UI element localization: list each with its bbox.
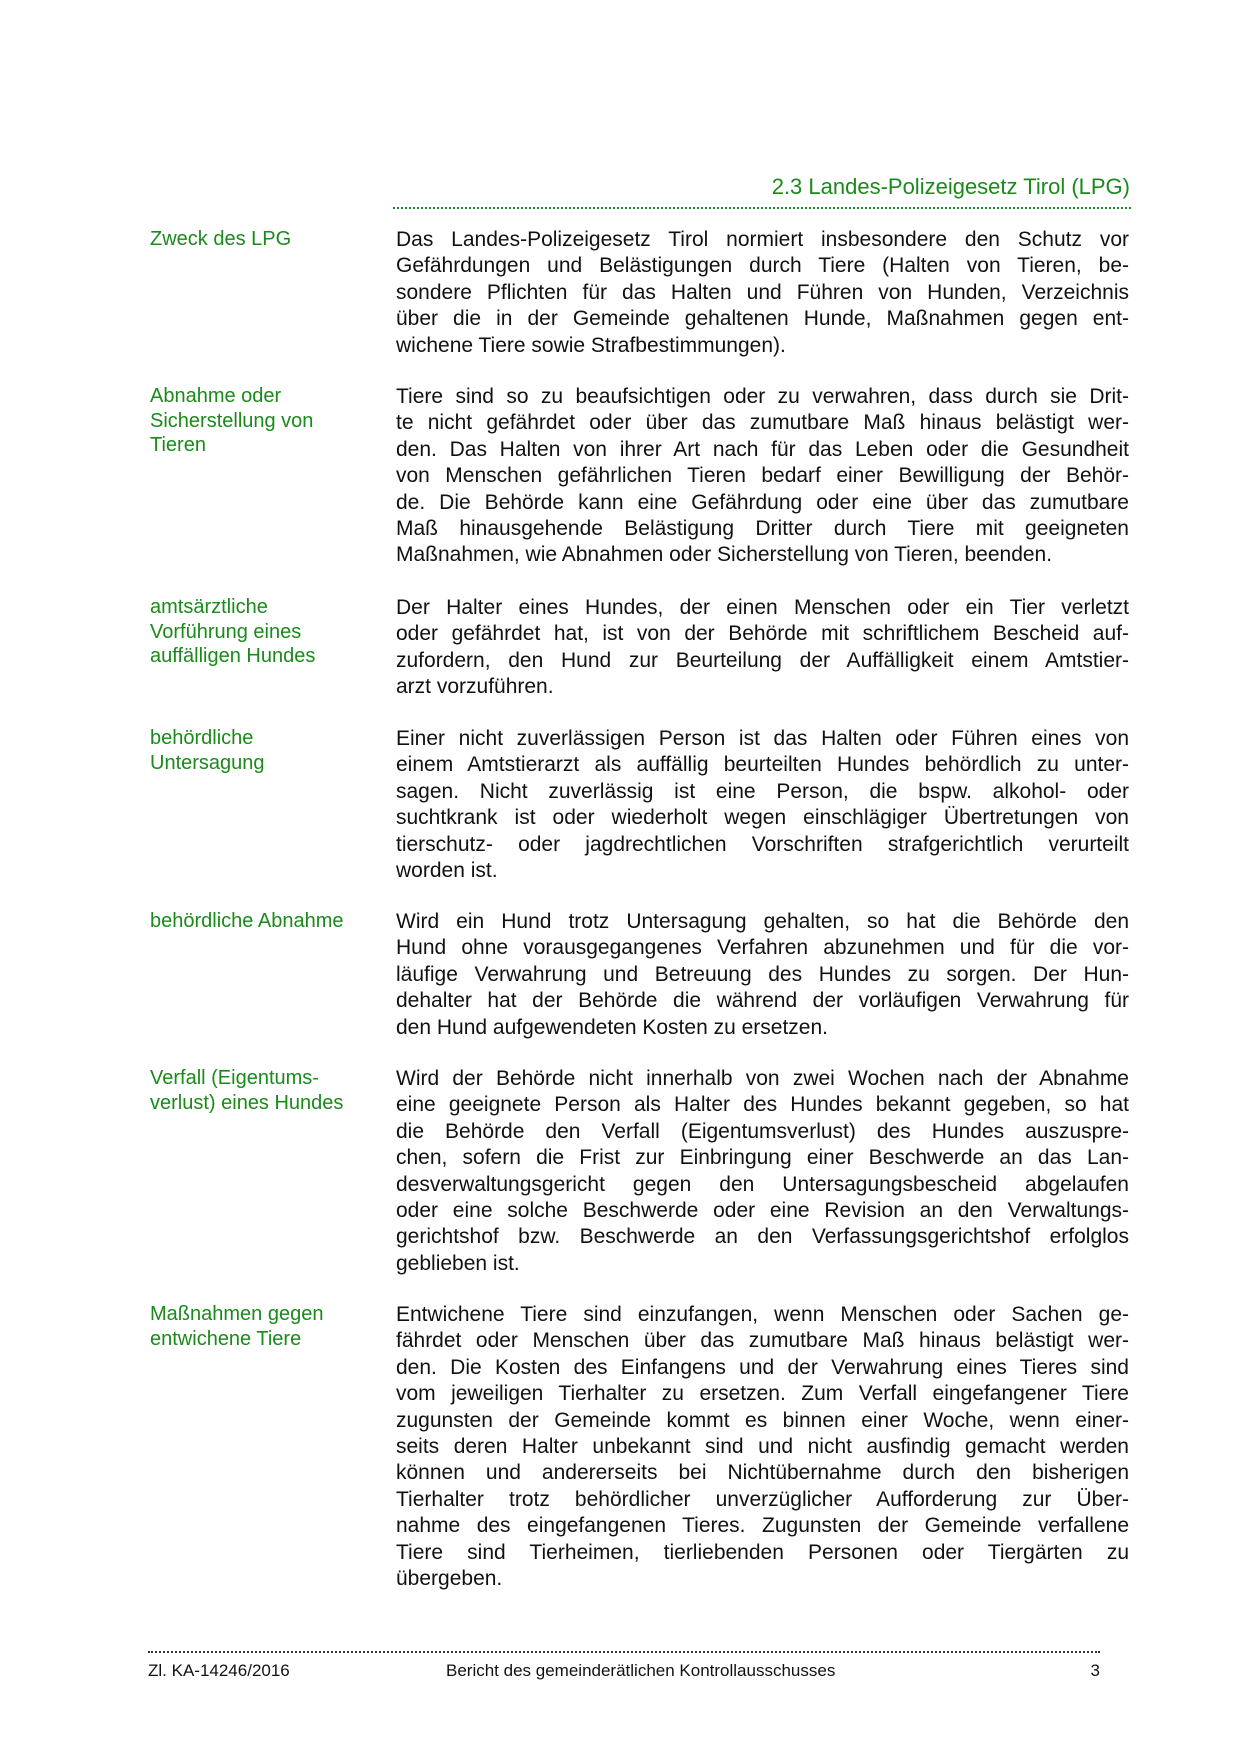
- paragraph: [396, 1066, 1129, 1277]
- paragraph-line: Tierhalter trotz behördlicher unverzüglicher Aufforderung zur Über-: [396, 1487, 1129, 1511]
- paragraph-line: suchtkrank ist oder wiederholt wegen einschlägiger Übertretungen von: [396, 806, 1129, 830]
- header-dotted-rule: [393, 207, 1131, 209]
- paragraph: [396, 1302, 1129, 1592]
- paragraph-line: zugunsten der Gemeinde kommt es binnen einer Woche, wenn einer-: [396, 1408, 1129, 1432]
- paragraph-line: zufordern, den Hund zur Beurteilung der Auffälligkeit einem Amtstier-: [396, 648, 1129, 672]
- paragraph-line: über die in der Gemeinde gehaltenen Hunde, Maßnahmen gegen ent-: [396, 307, 1129, 331]
- section-title: 2.3 Landes-Polizeigesetz Tirol (LPG): [771, 174, 1130, 199]
- paragraph-line: die Behörde den Verfall (Eigentumsverlust) des Hundes auszuspre-: [396, 1119, 1129, 1143]
- paragraph-line: Wird der Behörde nicht innerhalb von zwei Wochen nach der Abnahme: [396, 1067, 1129, 1090]
- footer-reference: Zl. KA-14246/2016: [148, 1661, 290, 1680]
- paragraph-line: wichene Tiere sowie Strafbestimmungen).: [396, 333, 786, 357]
- margin-label-line: Untersagung: [150, 751, 265, 774]
- paragraph-line: arzt vorzuführen.: [396, 675, 554, 699]
- margin-label-line: Vorführung eines: [150, 620, 302, 643]
- margin-label: [150, 1302, 370, 1351]
- paragraph-line: Tiere sind Tierheimen, tierliebenden Personen oder Tiergärten zu: [396, 1540, 1129, 1564]
- paragraph-line: Maßnahmen, wie Abnahmen oder Sicherstellung von Tieren, beenden.: [396, 543, 1053, 567]
- paragraph-line: Hund ohne vorausgegangenes Verfahren abzunehmen und für die vor-: [396, 936, 1129, 960]
- paragraph-line: de. Die Behörde kann eine Gefährdung oder eine über das zumutbare: [396, 490, 1129, 514]
- margin-label-line: auffälligen Hundes: [150, 645, 316, 667]
- paragraph-line: oder gefährdet hat, ist von der Behörde mit schriftlichem Bescheid auf-: [396, 622, 1129, 646]
- paragraph-line: Entwichene Tiere sind einzufangen, wenn Menschen oder Sachen ge-: [396, 1303, 1129, 1326]
- paragraph-line: den Hund aufgewendeten Kosten zu ersetzen.: [396, 1015, 828, 1039]
- paragraph: [396, 227, 1129, 359]
- paragraph-line: seits deren Halter unbekannt sind und nicht ausfindig gemacht werden: [396, 1434, 1129, 1458]
- paragraph-line: können und andererseits bei Nichtübernahme durch den bisherigen: [396, 1461, 1129, 1485]
- paragraph-line: chen, sofern die Frist zur Einbringung einer Beschwerde an das Lan-: [396, 1146, 1129, 1170]
- margin-label: [150, 384, 370, 458]
- paragraph-line: läufige Verwahrung und Betreuung des Hundes zu sorgen. Der Hun-: [396, 962, 1129, 986]
- paragraph-line: von Menschen gefährlichen Tieren bedarf einer Bewilligung der Behör-: [396, 464, 1129, 488]
- paragraph-line: Tiere sind so zu beaufsichtigen oder zu verwahren, dass durch sie Drit-: [396, 385, 1129, 408]
- margin-label-line: Zweck des LPG: [150, 228, 292, 250]
- paragraph-line: nahme des eingefangenen Tieres. Zugunsten der Gemeinde verfallene: [396, 1514, 1129, 1538]
- paragraph-line: tierschutz- oder jagdrechtlichen Vorschriften strafgerichtlich verurteilt: [396, 832, 1129, 856]
- margin-label-line: amtsärztliche: [150, 596, 268, 618]
- paragraph: [396, 384, 1129, 569]
- paragraph-line: sondere Pflichten für das Halten und Führen von Hunden, Verzeichnis: [396, 280, 1129, 304]
- paragraph-line: fährdet oder Menschen über das zumutbare Maß hinaus belästigt wer-: [396, 1329, 1129, 1353]
- paragraph-line: oder eine solche Beschwerde oder eine Revision an den Verwaltungs-: [396, 1198, 1129, 1222]
- margin-label-line: Maßnahmen gegen: [150, 1303, 324, 1325]
- paragraph-line: dehalter hat der Behörde die während der vorläufigen Verwahrung für: [396, 989, 1129, 1013]
- page-number: 3: [1090, 1661, 1100, 1680]
- paragraph-line: übergeben.: [396, 1566, 503, 1590]
- margin-label-line: behördliche: [150, 727, 254, 749]
- margin-label: [150, 1066, 370, 1115]
- paragraph-line: Das Landes-Polizeigesetz Tirol normiert insbesondere den Schutz vor: [396, 228, 1129, 251]
- footer-report-title: Bericht des gemeinderätlichen Kontrollausschusses: [446, 1661, 836, 1680]
- margin-label-line: Abnahme oder: [150, 385, 282, 407]
- paragraph-line: sagen. Nicht zuverlässig ist eine Person, die bspw. alkohol- oder: [396, 779, 1129, 803]
- paragraph-line: Einer nicht zuverlässigen Person ist das Halten oder Führen eines von: [396, 727, 1129, 750]
- margin-label: [150, 726, 370, 775]
- margin-label-line: entwichene Tiere: [150, 1327, 302, 1350]
- paragraph-line: einem Amtstierarzt als auffällig beurteilten Hundes behördlich zu unter-: [396, 753, 1129, 777]
- margin-label: [150, 227, 370, 252]
- paragraph-line: Gefährdungen und Belästigungen durch Tiere (Halten von Tieren, be-: [396, 254, 1129, 278]
- paragraph-line: vom jeweiligen Tierhalter zu ersetzen. Zum Verfall eingefangener Tiere: [396, 1382, 1129, 1406]
- paragraph-line: geblieben ist.: [396, 1251, 520, 1275]
- paragraph-line: den. Die Kosten des Einfangens und der Verwahrung eines Tieres sind: [396, 1355, 1129, 1379]
- paragraph: [396, 909, 1129, 1041]
- paragraph-line: eine geeignete Person als Halter des Hundes bekannt gegeben, so hat: [396, 1093, 1129, 1117]
- margin-label: [150, 595, 370, 669]
- paragraph-line: worden ist.: [396, 858, 498, 882]
- paragraph-line: Wird ein Hund trotz Untersagung gehalten, so hat die Behörde den: [396, 910, 1129, 933]
- paragraph-line: te nicht gefährdet oder über das zumutbare Maß hinaus belästigt wer-: [396, 411, 1129, 435]
- paragraph: [396, 726, 1129, 884]
- margin-label: [150, 909, 370, 934]
- paragraph-line: Der Halter eines Hundes, der einen Menschen oder ein Tier verletzt: [396, 596, 1129, 619]
- paragraph-line: Maß hinausgehende Belästigung Dritter durch Tiere mit geeigneten: [396, 516, 1129, 540]
- paragraph: [396, 595, 1129, 701]
- margin-label-line: behördliche Abnahme: [150, 910, 344, 932]
- margin-label-line: Verfall (Eigentums-: [150, 1067, 319, 1089]
- footer-dotted-rule: [148, 1651, 1100, 1653]
- margin-label-line: verlust) eines Hundes: [150, 1091, 344, 1114]
- margin-label-line: Tieren: [150, 434, 206, 456]
- paragraph-line: gerichtshof bzw. Beschwerde an den Verfassungsgerichtshof erfolglos: [396, 1225, 1129, 1249]
- paragraph-line: den. Das Halten von ihrer Art nach für das Leben oder die Gesundheit: [396, 437, 1129, 461]
- margin-label-line: Sicherstellung von: [150, 409, 314, 432]
- paragraph-line: desverwaltungsgericht gegen den Untersagungsbescheid abgelaufen: [396, 1172, 1129, 1196]
